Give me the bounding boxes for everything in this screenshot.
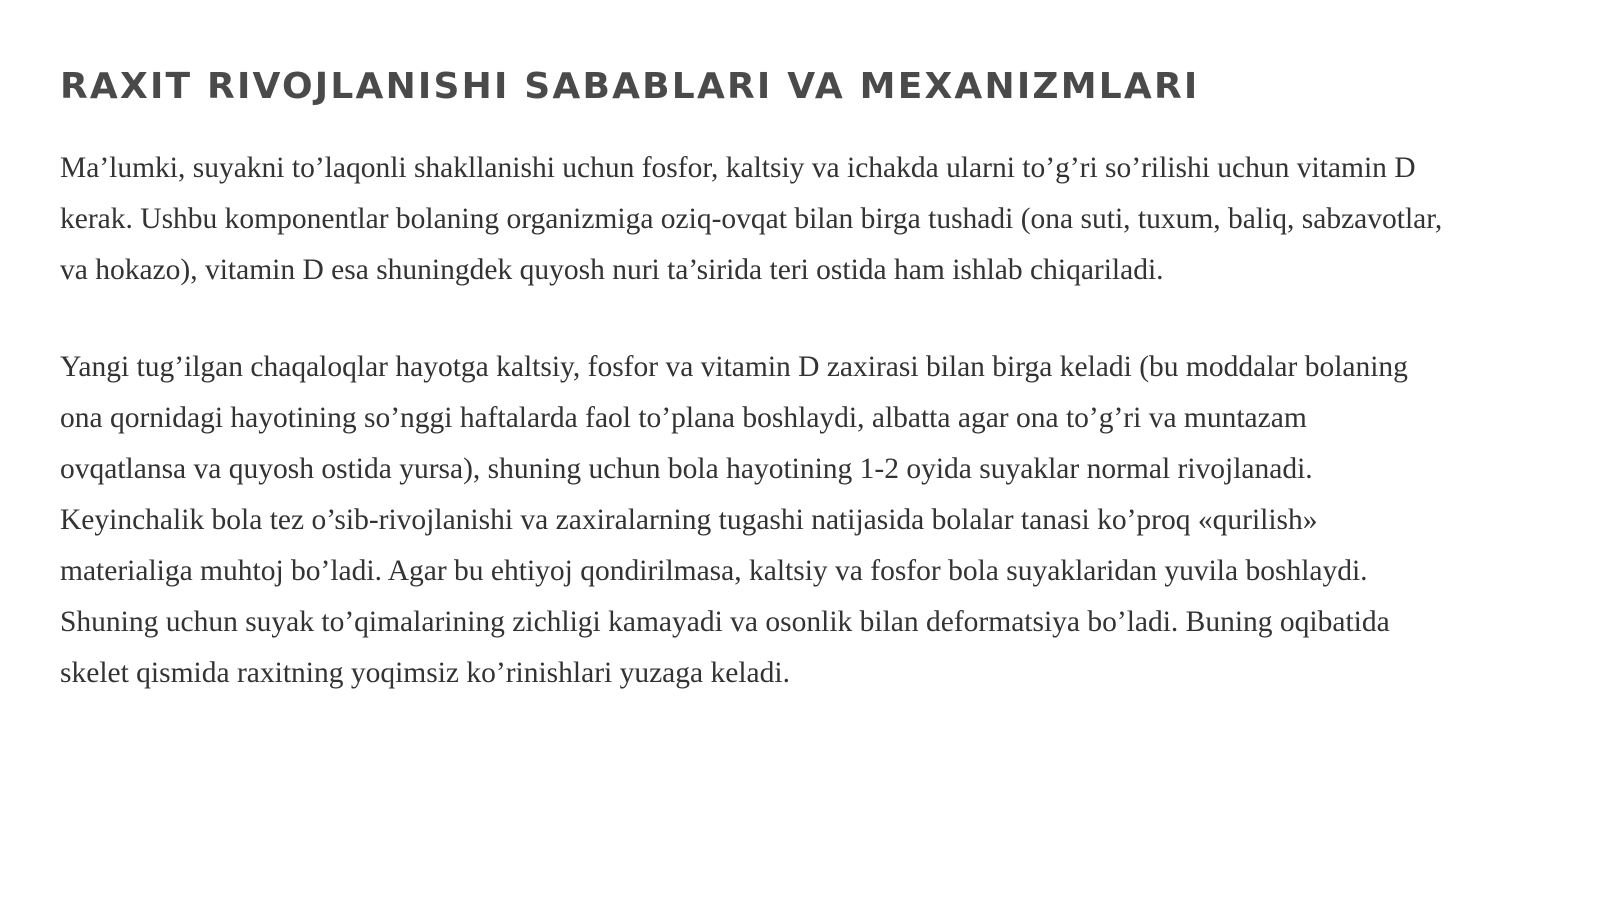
article (60, 56, 1460, 699)
article-paragraph: Yangi tug’ilgan chaqaloqlar hayotga kaltsiy, fosfor va vitamin D zaxirasi bilan birga keladi (bu moddalar bolaning ona qornidagi hayotining so’nggi haftalarda faol to’plana boshlaydi, albatta agar ona to’g’ri va muntazam ovqatlansa va quyosh ostida yursa), shuning uchun bola hayotining 1-2 oyida suyaklar normal rivojlanadi. Keyinchalik bola tez o’sib-rivojlanishi va zaxiralarning tugashi natijasida bolalar tanasi ko’proq «qurilish» materialiga muhtoj bo’ladi. Agar bu ehtiyoj qondirilmasa, kaltsiy va fosfor bola suyaklaridan yuvila boshlaydi. Shuning uchun suyak to’qimalarining zichligi kamayadi va osonlik bilan deformatsiya bo’ladi. Buning oqibatida skelet qismida raxitning yoqimsiz ko’rinishlari yuzaga keladi. (60, 351, 1408, 689)
article-heading: RAXIT RIVOJLANISHI SABABLARI VA MEXANIZMLARI (60, 66, 1200, 107)
article-paragraph: Ma’lumki, suyakni to’laqonli shakllanishi uchun fosfor, kaltsiy va ichakda ularni to’g’ri so’rilishi uchun vitamin D kerak. Ushbu komponentlar bolaning organizmiga oziq-ovqat bilan birga tushadi (ona suti, tuxum, baliq, sabzavotlar, va hokazo), vitamin D esa shuningdek quyosh nuri ta’sirida teri ostida ham ishlab chiqariladi. (60, 152, 1443, 286)
